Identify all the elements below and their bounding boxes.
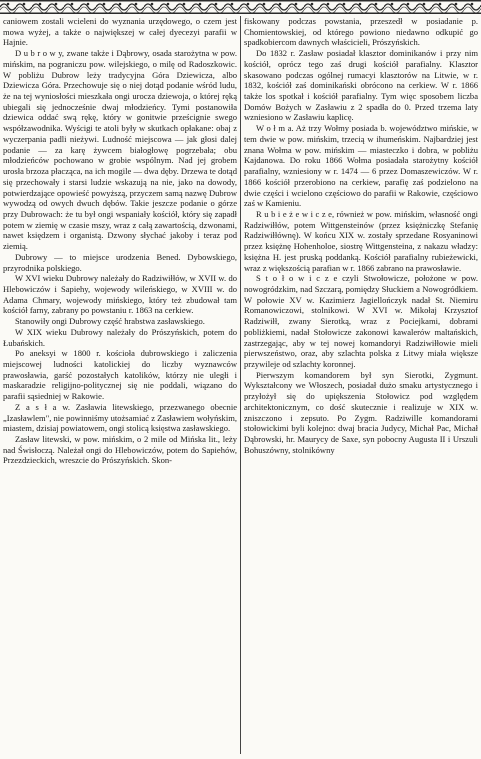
paragraph: Po aneksyi w 1800 r. kościoła dubrowskiego i zaliczenia miejscowej ludności katolickiej do liczby wyznawców prawosławia, garść pozostałych katolików, którzy nie uległi i maskaradzie religijno-politycznej się nie poddali, wiązano do parafii sąsiedniej w Rakowie. — [3, 348, 237, 402]
paragraph: Stanowiły ongi Dubrowy część hrabstwa zasławskiego. — [15, 316, 205, 327]
right-column — [244, 16, 478, 455]
paragraph: S t o ł o w i c z e czyli Stwołowicze, położone w pow. nowogródzkim, nad Szczarą, pomiędzy Słuckiem a Nowogródkiem. W połowie XV w. Kazimierz Jagiellończyk nadał St. Niemiru Romanowiczowi, stolnikowi. W XVI w. Mikołaj Krzysztof Radziwiłł, zwany Sierotką, wraz z Pociejkami, dobrami pobliżkiemi, nadał Stołowicze zakonowi kawalerów maltańskich, zastrzegając, aby w tej nowej komandoryi Radziwiłłowie mieli pierwszeństwo, oraz, aby szlachta polska z Litwy miała większe przywileje od szlachty koronnej. — [244, 273, 478, 369]
paragraph: Dubrowy — to miejsce urodzenia Bened. Dybowskiego, przyrodnika polskiego. — [3, 251, 237, 273]
paragraph: caniowem zostali wcieleni do wyznania urzędowego, o czem jest mowa wyżej, a także o największej w całej dyecezyi parafii w Hajnie. — [3, 16, 237, 48]
paragraph: fiskowany podczas powstania, przeszedł w posiadanie p. Chomientowskiej, od którego powiono niedawno odkupić go spadkobiercom dawnych właścicieli, Prószyńskich. — [244, 16, 478, 48]
paragraph: W XVI wieku Dubrowy należały do Radziwiłłów, w XVII w. do Hlebowiczów i Sapiehy, wojewody wileńskiego, w XVIII w. do Adama Chmary, wojewody mińskiego, który też zbudował tam kościół farny, zabrany po powstaniu r. 1863 na cerkiew. — [3, 273, 237, 316]
ornamental-border — [0, 0, 481, 14]
paragraph: W XIX wieku Dubrowy należały do Prószyńskich, potem do Łubańskich. — [3, 326, 237, 348]
paragraph: R u b i e ż e w i c z e, również w pow. mińskim, własność ongi Radziwiłłów, potem Wittgensteinów (przez księżniczkę Stefanię Radziwiłłównę). W końcu XIX w. zostały sprzedane Rosyaninowi przez księżnę Hohenholoe, siostrę Wittgensteina, z nakazu władzy: księżna H. jest pruską poddanką. Kościół parafialny rubieżewicki, wraz z większością parafian w r. 1866 zabrano na prawosławie. — [244, 208, 478, 273]
paragraph: Zasław litewski, w pow. mińskim, o 2 mile od Mińska lit., leży nad Świsłoczą. Należał ongi do Hlebowiczów, potem do Sapiehów, Przezdzieckich, wreszcie do Prószyńskich. Skon- — [3, 434, 237, 466]
paragraph: Z a s ł a w. Zasławia litewskiego, przezwanego obecnie „Izasławlem", nie powinniśmy utożsamiać z Zasławiem wołyńskim, miastem, dzisiaj powiatowem, ongi stolicą księstwa zasławskiego. — [3, 401, 237, 434]
paragraph: W o ł m a. Aż trzy Wołmy posiada b. województwo mińskie, w tem dwie w pow. mińskim, trzecią w ihumeńskim. Najbardziej jest znana Wołma w pow. mińskim — miasteczko i dobra, w pobliżu Kajdanowa. Do roku 1866 Wołma posiadała starożytny kościół parafialny, wzniesiony w r. 1474 — 6 przez Domaszewiczów. W r. 1866 kościół przerobiono na cerkiew, parafię zaś podzielono na dwie części i wcielono częściowo do parafii w Rakowie, częściowo zaś w Kamieniu. — [244, 123, 478, 209]
column-divider — [240, 16, 241, 754]
paragraph: D u b r o w y, zwane także i Dąbrowy, osada starożytna w pow. mińskim, na pograniczu pow. wilejskiego, o milę od Radoszkowic. W pobliżu Dubrow leży tradycyjna Góra Dziewicza, albo Dziewicza Góra. Przechowuje się o niej dotąd podanie wśród ludu, że na tej wyniosłości mieszkała ongi urocza dziewoja, o której ręką ubiegali się jednocześnie dwaj młodzieńcy. Tymi postanowiła dziewica oddać swą rękę, który w gonitwie prześcignie swego współzawodnika. Wyścigi te atoli były w skutkach opłakane: obaj z wyczerpania padli nieżywi. Ludność miejscowa — jak głosi dalej podanie — za karę żywcem białogłowę pogrzebała; obu młodzieńców pochowano w grobie wspólnym. Nad jej grobem urosła brzoza płacząca, na ich mogile — dwa dęby. Drzewa te dotąd się przechowały i starsi ludzie wskazują na nie, jako na dowody, potwierdzające opowieść powyższą, przyczem samą nazwę Dubrow wywodzą od owych dwuch dębów. Takie jeszcze podanie o górze przy Dubrowach: że tu był ongi wspaniały kościół, który się zapadł potem w ziemię w czasie mszy, wraz z całą zawartością, dzwonami, nawet księdzem i organistą. Dzwony słychać jakoby i teraz pod ziemią. — [3, 48, 237, 252]
left-column — [3, 16, 237, 466]
paragraph: Do 1832 r. Zasław posiadał klasztor dominikanów i przy nim kościół, oprócz tego zaś drugi kościół parafialny. Klasztor skasowano podczas ogólnej rumacyi klasztorów na Litwie, w r. 1832, kościół zaś dominikański obrócono na cerkiew. W r. 1866 także los spotkał i kościół parafialny. Tym więc sposobem liczba Domów Bożych w Zasławiu z 2 spadła do 0. Przed trzema laty wzniesiono w Zasławiu kaplicę. — [244, 48, 478, 123]
paragraph: Pierwszym komandorem był syn Sierotki, Zygmunt. Wykształcony we Włoszech, posiadał dużo smaku artystycznego i przyłożył się do upiększenia Stołowicz pod względem architektonicznym, co dość skutecznie i realizuje w XIX w. zniszczono i zepsuto. Po Zygm. Radziwille komandorami stołowickimi byli kolejno: dwaj bracia Judycy, Michał Pac, Michał Dąbrowski, hr. Maurycy de Saxe, syn pobocny Augusta II i Urszuli Bohuszówny, stolnikówny — [244, 369, 478, 455]
